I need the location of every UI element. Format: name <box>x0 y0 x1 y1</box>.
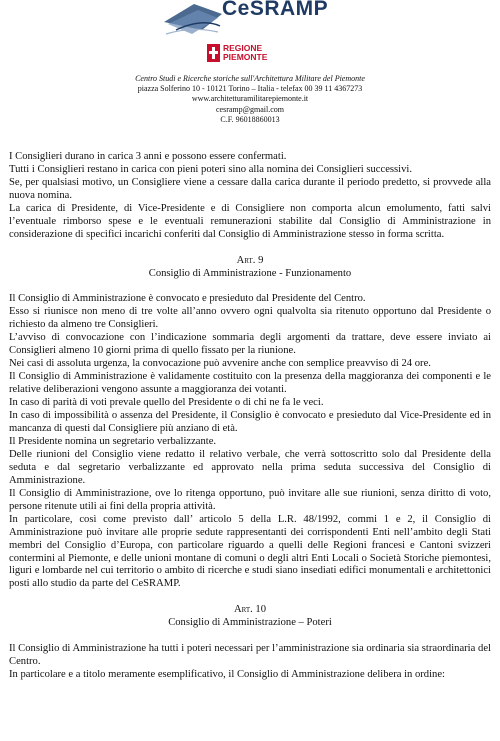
article-9-label: Art. 9 <box>236 254 264 266</box>
paragraph: Delle riunioni del Consiglio viene redatto il relativo verbale, che verrà sottoscritto solo dal Presidente della seduta e dal segretario verbalizzante ed approvato nella prima seduta successiva del Consiglio di Amministrazione. <box>9 448 491 486</box>
paragraph: Il Consiglio di Amministrazione è validamente costituito con la presenza della maggioranza dei componenti e le relative deliberazioni vengono assunte a maggioranza dei votanti. <box>9 371 491 396</box>
paragraph: In caso di impossibilità o assenza del Presidente, il Consiglio è convocato e presieduto dal Vice-Presidente ed in mancanza di questi dal Consigliere più anziano di età. <box>9 410 491 434</box>
org-email: cesramp@gmail.com <box>215 104 284 114</box>
paragraph: In particolare, così come previsto dall’ articolo 5 della L.R. 48/1992, commi 1 e 2, il Consiglio di Amministrazione può invitare alle proprie sedute rappresentanti dei corrispondenti Enti nell’ambito degli Stati membri del Consiglio d’Europa, con particolare riguardo a quelli delle Regioni francesi e Cantoni svizzeri contermini al Piemonte, e delle unioni montane di comuni o degli altri Enti Locali o Società Storiche piemontesi, liguri e lombarde nel cui territorio o ambito di ricerche e studi siano insediati edifici monumentali e architettonici posti allo studio da parte del CeSRAMP. <box>9 513 491 590</box>
region-line1: REGIONE <box>223 43 263 53</box>
paragraph: Il Consiglio di Amministrazione ha tutti i poteri necessari per l’amministrazione sia ordinaria sia straordinaria del Centro. <box>9 643 491 668</box>
org-website: www.architetturamilitarepiemonte.it <box>191 94 309 104</box>
logo-text: CeSRAMP <box>222 0 329 20</box>
org-name: Centro Studi e Ricerche storiche sull'Architettura Militare del Piemonte <box>135 74 365 83</box>
article-10-title: Consiglio di Amministrazione – Poteri <box>168 617 332 629</box>
paragraph: La carica di Presidente, di Vice-Presidente e di Consigliere non comporta alcun emolumento, fatti salvi l’eventuale rimborso spese e le eventuali remunerazioni stabilite dal Consiglio di Amministrazione in considerazione di specifici incarichi conferiti dal Consiglio di Amministrazione stesso in forma scritta. <box>9 202 491 240</box>
organization-info <box>0 74 500 125</box>
region-line2: PIEMONTE <box>223 52 268 62</box>
paragraph: Esso si riunisce non meno di tre volte all’anno ovvero ogni qualvolta sia ritenuto opportuno dal Presidente o richiesto da almeno tre Consiglieri. <box>9 306 491 331</box>
org-tax-code: C.F. 96018860013 <box>220 114 280 124</box>
org-address: piazza Solferino 10 - 10121 Torino – Italia - telefax 00 39 11 4367273 <box>137 84 363 94</box>
paragraph: Nei casi di assoluta urgenza, la convocazione può avvenire anche con semplice preavviso di 24 ore. <box>9 358 431 370</box>
regione-piemonte-logo <box>207 44 297 66</box>
paragraph: Il Consiglio di Amministrazione, ove lo ritenga opportuno, può invitare alle sue riunioni, senza diritto di voto, persone ritenute utili ai fini della propria attività. <box>9 487 491 512</box>
paragraph: In particolare e a titolo meramente esemplificativo, il Consiglio di Amministrazione delibera in ordine: <box>9 669 445 681</box>
paragraph: Tutti i Consiglieri restano in carica con pieni poteri sino alla nomina dei Consiglieri successivi. <box>9 163 412 175</box>
article-10-label: Art. 10 <box>233 604 267 616</box>
article-9-title: Consiglio di Amministrazione - Funzionamento <box>148 267 352 279</box>
paragraph: In caso di parità di voti prevale quello del Presidente o di chi ne fa le veci. <box>9 397 324 409</box>
paragraph: L’avviso di convocazione con l’indicazione sommaria degli argomenti da trattare, deve essere inviato ai Consiglieri almeno 10 giorni prima di quello fissato per la riunione. <box>9 332 491 357</box>
paragraph: Se, per qualsiasi motivo, un Consigliere viene a cessare dalla carica durante il periodo predetto, si provvede alla nuova nomina. <box>9 176 491 201</box>
paragraph: Il Consiglio di Amministrazione è convocato e presieduto dal Presidente del Centro. <box>9 293 366 305</box>
letterhead <box>0 0 500 150</box>
document-body <box>9 151 491 682</box>
paragraph: I Consiglieri durano in carica 3 anni e possono essere confermati. <box>9 151 287 162</box>
regione-cross-icon <box>207 44 220 62</box>
paragraph: Il Presidente nomina un segretario verbalizzante. <box>9 435 217 447</box>
